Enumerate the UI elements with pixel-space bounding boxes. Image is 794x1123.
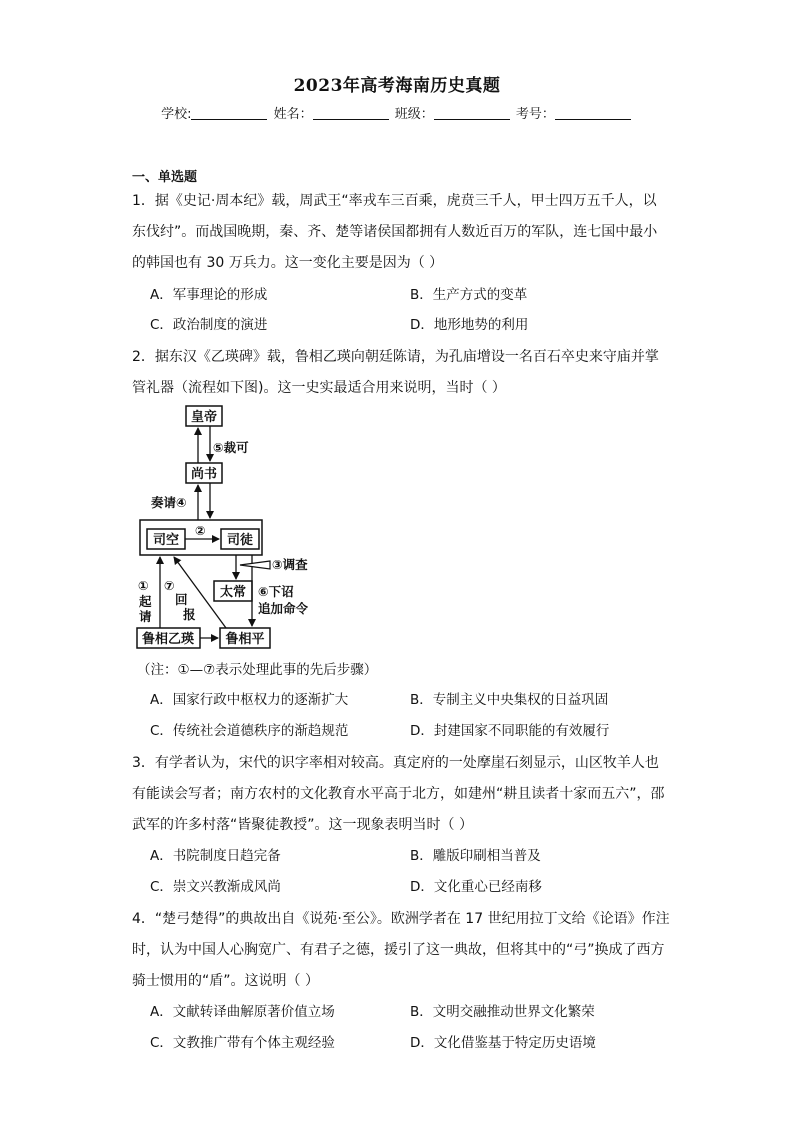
class-label: 班级： [394, 107, 434, 122]
q3-line-3: 武军的许多村落“皆聚徒教授”。这一现象表明当时（ ） [132, 817, 473, 833]
q2-option-d: D．封建国家不同职能的有效履行 [410, 723, 610, 739]
q4-line-2: 时，认为中国人心胸宽广、有君子之德，援引了这一典故，但将其中的“弓”换成了西方 [132, 942, 665, 958]
name-label: 姓名： [273, 107, 313, 122]
school-label: 学校: [161, 107, 192, 122]
q1-line-1: 1．据《史记·周本纪》载，周武王“率戎车三百乘，虎贲三千人，甲士四万五千人，以 [132, 193, 657, 209]
q4-option-a: A．文献转译曲解原著价值立场 [150, 1004, 335, 1020]
q1-option-a: A．军事理论的形成 [150, 287, 268, 303]
section-heading: 一、单选题 [132, 170, 198, 185]
step1-label-b: 起 [139, 594, 152, 609]
q1-option-d: D．地形地势的利用 [410, 317, 529, 333]
q4-option-d: D．文化借鉴基于特定历史语境 [410, 1035, 596, 1051]
q2-line-1: 2．据东汉《乙瑛碑》载，鲁相乙瑛向朝廷陈请，为孔庙增设一名百石卒史来守庙并掌 [132, 349, 659, 365]
q1-line-3: 的韩国也有 30 万兵力。这一变化主要是因为（ ） [132, 255, 444, 271]
step3-label: ③调查 [272, 557, 308, 572]
number-label: 考号： [515, 107, 555, 122]
q3-line-2: 有能读会写者；南方农村的文化教育水平高于北方，如建州“耕且读者十家而五六”，邵 [132, 786, 665, 802]
luxiang-yiying-label: 鲁相乙瑛 [141, 632, 195, 647]
step6-label-a: ⑥下诏 [258, 584, 294, 599]
q2-line-2: 管礼器（流程如下图)。这一史实最适合用来说明，当时（ ） [132, 380, 506, 396]
q4-line-1: 4．“楚弓楚得”的典故出自《说苑·至公》。欧洲学者在 17 世纪用拉丁文给《论语》作注 [132, 911, 670, 927]
taichang-label: 太常 [219, 585, 247, 600]
step1-label-a: ① [138, 578, 149, 593]
q3-option-d: D．文化重心已经南移 [410, 879, 542, 895]
q2-option-b: B．专制主义中央集权的日益巩固 [410, 692, 609, 708]
step5-label: ⑤裁可 [213, 440, 249, 455]
q4-line-3: 骑士惯用的“盾”。这说明（ ） [132, 973, 319, 989]
page-title: 2023年高考海南历史真题 [293, 76, 501, 96]
step2-label: ② [195, 523, 206, 538]
step6-label-b: 追加命令 [258, 601, 309, 616]
situ-label: 司徒 [226, 533, 254, 548]
step7-label-b: 回 [175, 592, 188, 607]
q3-option-c: C．崇文兴教渐成风尚 [150, 879, 281, 895]
q1-line-2: 东伐纣”。而战国晚期，秦、齐、楚等诸侯国都拥有人数近百万的军队，连七国中最小 [132, 224, 658, 240]
hollow-arrow-investigate [240, 561, 270, 569]
sikong-label: 司空 [152, 533, 180, 548]
luxiang-ping-label: 鲁相平 [225, 632, 265, 647]
q4-option-b: B．文明交融推动世界文化繁荣 [410, 1004, 595, 1020]
emperor-label: 皇帝 [190, 410, 218, 425]
shangshu-label: 尚书 [190, 467, 218, 482]
step4-label: 奏请④ [151, 495, 187, 510]
q3-option-b: B．雕版印刷相当普及 [410, 848, 541, 864]
q1-option-c: C．政治制度的演进 [150, 317, 268, 333]
step7-label-c: 报 [183, 607, 196, 622]
diagram-note: （注：①—⑦表示处理此事的先后步骤） [137, 662, 378, 678]
q2-option-c: C．传统社会道德秩序的渐趋规范 [150, 723, 349, 739]
q4-option-c: C．文教推广带有个体主观经验 [150, 1035, 335, 1051]
q1-option-b: B．生产方式的变革 [410, 287, 528, 303]
step1-label-c: 请 [139, 609, 152, 624]
step7-label-a: ⑦ [164, 578, 175, 593]
q3-line-1: 3．有学者认为，宋代的识字率相对较高。真定府的一处摩崖石刻显示，山区牧羊人也 [132, 755, 659, 771]
q2-option-a: A．国家行政中枢权力的逐渐扩大 [150, 692, 349, 708]
q3-option-a: A．书院制度日趋完备 [150, 848, 281, 864]
